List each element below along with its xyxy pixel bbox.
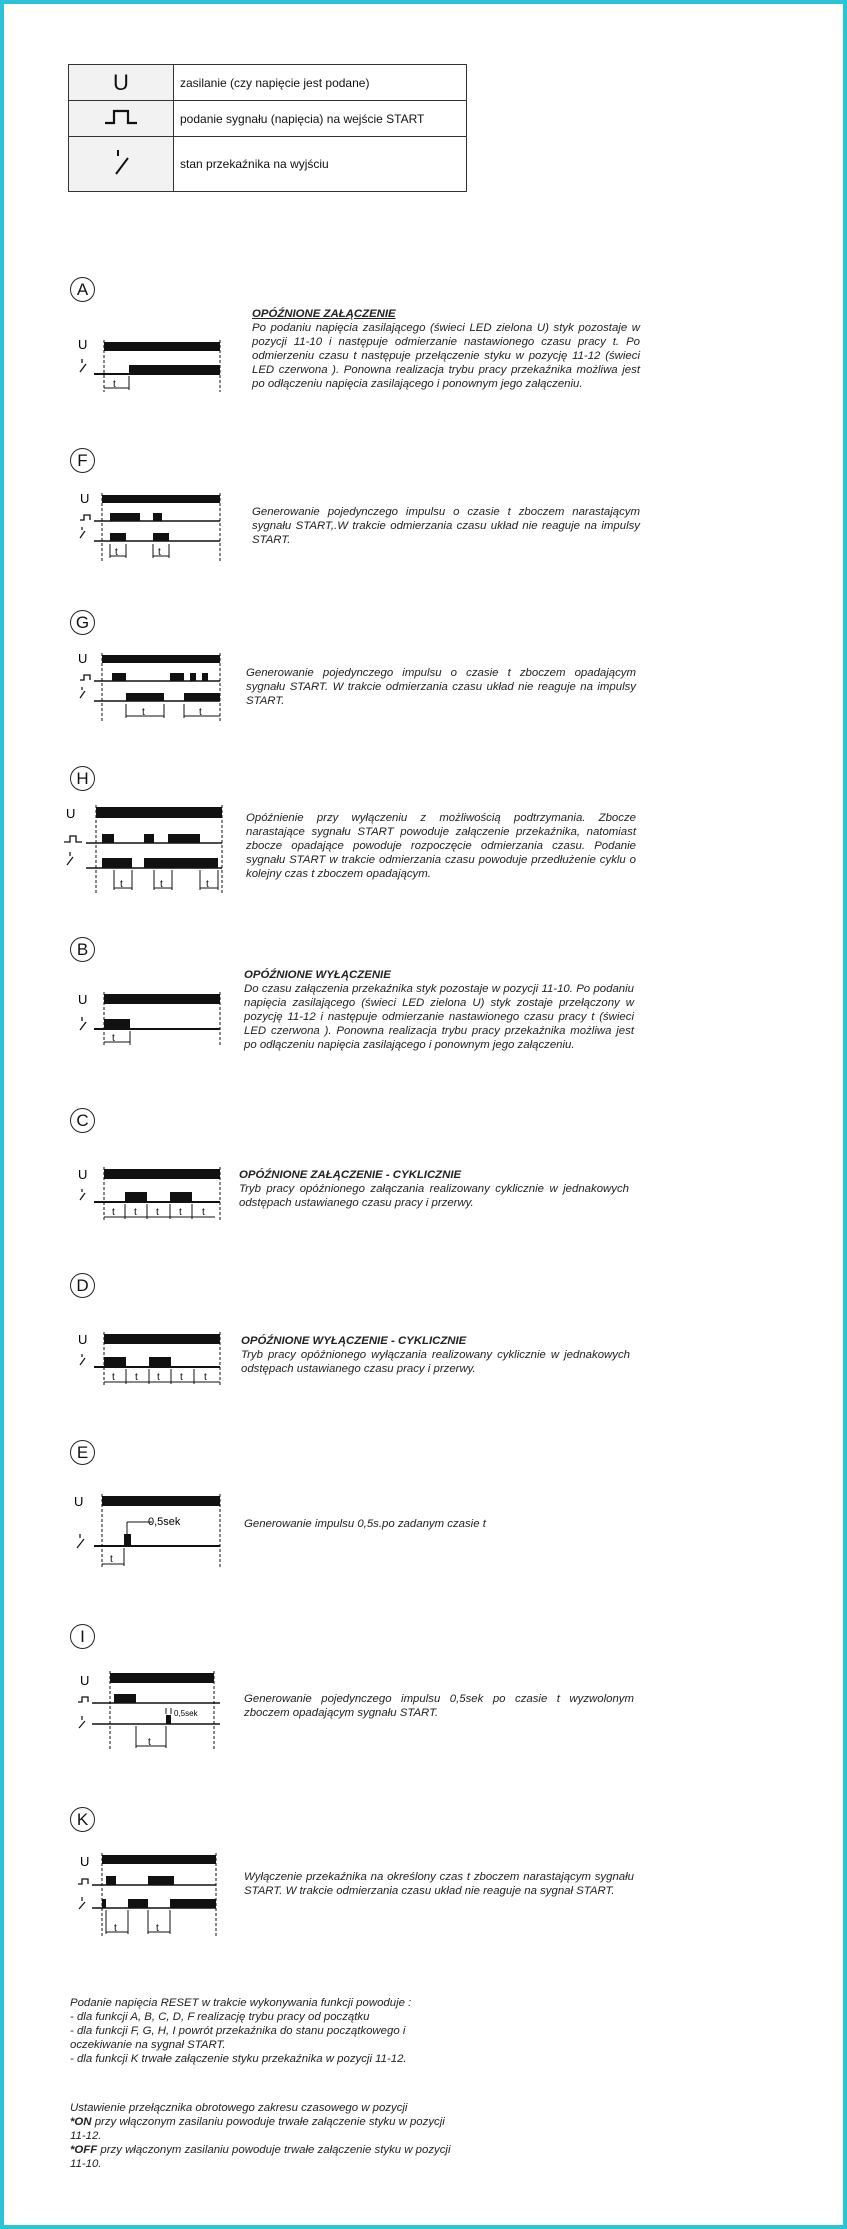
- section-h-letter: H: [70, 766, 95, 791]
- t-label: t: [156, 1923, 159, 1934]
- u-signal: [104, 342, 220, 351]
- t-label: t: [115, 547, 118, 558]
- timing-diagram-e: [72, 1490, 232, 1570]
- t-label: t: [120, 879, 123, 890]
- pulse-label: 0,5sek: [148, 1516, 181, 1528]
- relay-on: [153, 533, 169, 541]
- u-label: U: [80, 491, 90, 506]
- u-label: U: [78, 651, 88, 666]
- timing-diagram-i: [72, 1668, 232, 1753]
- pulse-signal-icon: [80, 675, 90, 680]
- relay-contact-icon: [80, 1189, 85, 1200]
- relay-on: [184, 693, 220, 701]
- u-signal: [102, 655, 220, 663]
- section-g-letter: G: [70, 610, 95, 635]
- power-u-icon: U: [69, 65, 174, 101]
- switch-note: [70, 2101, 462, 2171]
- on-label: *ON: [70, 2116, 92, 2128]
- start-pulse: [106, 1876, 116, 1885]
- section-b-title: OPÓŹNIONE WYŁĄCZENIE: [244, 969, 391, 981]
- legend-text: zasilanie (czy napięcie jest podane): [174, 65, 467, 101]
- section-k-letter: K: [70, 1807, 95, 1832]
- t-label: t: [113, 379, 116, 390]
- start-pulse: [202, 673, 208, 681]
- start-pulse: [114, 1694, 136, 1703]
- start-pulse: [153, 513, 162, 521]
- start-pulse: [148, 1876, 174, 1885]
- t-label: t: [142, 707, 145, 718]
- section-g-description: Generowanie pojedynczego impulsu o czasie t zboczem opadającym sygnału START. W trakcie odmierzania czasu układ nie reaguje na impulsy START.: [246, 667, 636, 707]
- legend-text: stan przekaźnika na wyjściu: [174, 137, 467, 192]
- t-label: t: [148, 1737, 151, 1748]
- off-label: *OFF: [70, 2144, 98, 2156]
- relay-contact-icon: [67, 852, 73, 865]
- pulse-signal-icon: [64, 836, 82, 842]
- relay-contact-icon: [80, 1017, 86, 1030]
- section-i-description: Generowanie pojedynczego impulsu 0,5sek po czasie t wyzwolonym zboczem opadającym sygnału START.: [244, 1693, 634, 1719]
- t-label: t: [156, 1207, 159, 1218]
- timing-diagram-b: [72, 987, 222, 1052]
- relay-on: [144, 858, 172, 868]
- pulse-signal-icon: [80, 515, 90, 520]
- relay-on: [149, 1357, 171, 1367]
- t-label: t: [112, 1207, 115, 1218]
- pulse-signal-icon: [78, 1697, 88, 1702]
- t-label: t: [202, 1207, 205, 1218]
- section-k-description: Wyłączenie przekaźnika na określony czas t zboczem narastającym sygnału START. W trakcie odmierzania czasu układ nie reaguje na sygnał START.: [244, 1871, 634, 1897]
- section-c-letter: C: [70, 1108, 95, 1133]
- u-label: U: [66, 806, 76, 821]
- relay-on: [110, 533, 126, 541]
- start-pulse: [102, 834, 114, 843]
- t-label: t: [179, 1207, 182, 1218]
- t-label: t: [199, 707, 202, 718]
- u-label: U: [74, 1494, 84, 1509]
- section-a-description: [252, 307, 640, 391]
- section-h-description: Opóźnienie przy wyłączeniu z możliwością podtrzymania. Zbocze narastające sygnału START powoduje załączenie przekaźnika, natomiast zbocze opadające powoduje rozpoczęcie odmierzania czasu. Podanie sygnału START w trakcie odmierzania czasu powoduje przedłużenie cyklu o kolejny czas t zboczem opadającym.: [246, 812, 636, 880]
- section-d-title: OPÓŹNIONE WYŁĄCZENIE - CYKLICZNIE: [241, 1335, 467, 1347]
- relay-contact-icon: [69, 137, 174, 192]
- timing-diagram-a: [72, 332, 222, 397]
- section-a-letter: A: [70, 277, 95, 302]
- timing-diagram-k: [72, 1850, 232, 1940]
- t-label: t: [160, 879, 163, 890]
- section-a-text: Po podaniu napięcia zasilającego (świeci LED zielona U) styk pozostaje w pozycji 11-10 i następuje odmierzanie nastawionego czasu pracy t. Po odmierzeniu czasu t następuje przełączenie styku w pozycję 11-12 (świeci LED czerwona ). Ponowna realizacja trybu pracy przekaźnika możliwa jest po odłączeniu napięcia zasilającego i ponownym jego załączeniu.: [252, 322, 640, 390]
- t-label: t: [157, 1372, 160, 1383]
- start-pulse: [168, 834, 200, 843]
- u-label: U: [80, 1673, 90, 1688]
- start-pulse: [190, 673, 196, 681]
- relay-on: [128, 1899, 148, 1908]
- section-c-description: [239, 1168, 629, 1210]
- legend-text: podanie sygnału (napięcia) na wejście START: [174, 101, 467, 137]
- start-pulse: [112, 673, 126, 681]
- u-label: U: [78, 1332, 88, 1347]
- timing-diagram-c: [72, 1162, 222, 1224]
- relay-on: [124, 1534, 131, 1546]
- section-c-text: Tryb pracy opóźnionego załączania realizowany cyklicznie w jednakowych odstępach ustawianego czasu pracy i przerwy.: [239, 1183, 629, 1209]
- relay-contact-icon: [79, 1716, 85, 1728]
- relay-on: [104, 1357, 126, 1367]
- timing-diagram-f: [72, 490, 222, 565]
- relay-on: [168, 858, 218, 868]
- u-label: U: [78, 992, 88, 1007]
- u-signal: [102, 495, 220, 503]
- t-label: t: [206, 879, 209, 890]
- section-i-letter: I: [70, 1624, 95, 1649]
- u-signal: [102, 1855, 216, 1864]
- section-d-text: Tryb pracy opóźnionego wyłączania realizowany cyklicznie w jednakowych odstępach ustawianego czasu pracy i przerwy.: [241, 1349, 630, 1375]
- u-label: U: [78, 337, 88, 352]
- section-b-text: Do czasu załączenia przekaźnika styk pozostaje w pozycji 11-10. Po podaniu napięcia zasilającego (świeci LED zielona U) styk zostaje przełączony w pozycję 11-12 i następuje odmierzanie nastawionego czasu pracy t (świeci LED czerwona ). Ponowna realizacja trybu pracy przekaźnika możliwa jest po odłączeniu napięcia zasilającego i ponownym jego załączeniu.: [244, 983, 634, 1051]
- section-e-description: Generowanie impulsu 0,5s.po zadanym czasie t: [244, 1518, 486, 1530]
- t-label: t: [135, 1372, 138, 1383]
- section-e-letter: E: [70, 1440, 95, 1465]
- u-signal: [104, 1169, 220, 1179]
- u-signal: [104, 1334, 220, 1344]
- relay-on: [170, 1192, 192, 1202]
- start-pulse: [144, 834, 154, 843]
- t-label: t: [114, 1923, 117, 1934]
- t-label: t: [110, 1554, 113, 1565]
- section-b-description: [244, 968, 634, 1052]
- relay-on: [104, 1019, 130, 1029]
- relay-on: [102, 1899, 106, 1908]
- t-label: t: [134, 1207, 137, 1218]
- timing-diagram-h: [62, 802, 227, 897]
- section-a-title: OPÓŹNIONE ZAŁĄCZENIE: [252, 308, 396, 320]
- pulse-label: 0,5sek: [174, 1709, 198, 1718]
- relay-contact-icon: [79, 1897, 85, 1909]
- section-d-letter: D: [70, 1273, 95, 1298]
- legend-table: [68, 64, 467, 192]
- pulse-signal-icon: [69, 101, 174, 137]
- relay-on: [129, 365, 220, 374]
- relay-contact-icon: [80, 1354, 85, 1365]
- relay-on: [166, 1715, 171, 1724]
- u-signal: [104, 994, 220, 1004]
- relay-contact-icon: [80, 527, 85, 538]
- off-text: przy włączonym zasilaniu powoduje trwałe załączenie styku w pozycji 11-10.: [70, 2144, 451, 2170]
- relay-on: [102, 858, 132, 868]
- u-signal: [102, 1496, 220, 1506]
- pulse-signal-icon: [78, 1879, 88, 1884]
- relay-on: [125, 1192, 147, 1202]
- section-f-letter: F: [70, 448, 95, 473]
- relay-on: [170, 1899, 216, 1908]
- u-label: U: [78, 1167, 88, 1182]
- t-label: t: [158, 547, 161, 558]
- t-label: t: [112, 1372, 115, 1383]
- on-text: przy włączonym zasilaniu powoduje trwałe załączenie styku w pozycji 11-12.: [70, 2116, 445, 2142]
- t-label: t: [112, 1033, 115, 1044]
- u-signal: [110, 1673, 214, 1683]
- relay-contact-icon: [80, 687, 85, 698]
- timing-diagram-d: [72, 1327, 222, 1389]
- timing-diagram-g: [72, 650, 222, 725]
- start-pulse: [170, 673, 184, 681]
- relay-contact-icon: [77, 1534, 84, 1548]
- section-c-title: OPÓŹNIONE ZAŁĄCZENIE - CYKLICZNIE: [239, 1169, 462, 1181]
- legend-row: [69, 65, 467, 101]
- relay-contact-icon: [80, 359, 86, 372]
- legend-row: [69, 101, 467, 137]
- start-pulse: [110, 513, 140, 521]
- u-signal: [96, 807, 222, 818]
- t-label: t: [204, 1372, 207, 1383]
- u-label: U: [80, 1854, 90, 1869]
- section-f-description: Generowanie pojedynczego impulsu o czasie t zboczem narastającym sygnału START,.W trakcie odmierzania czasu układ nie reaguje na impulsy START.: [252, 506, 640, 546]
- relay-on: [126, 693, 164, 701]
- legend-row: [69, 137, 467, 192]
- t-label: t: [180, 1372, 183, 1383]
- switch-intro: Ustawienie przełącznika obrotowego zakresu czasowego w pozycji: [70, 2102, 408, 2114]
- section-b-letter: B: [70, 937, 95, 962]
- section-d-description: [241, 1334, 630, 1376]
- reset-note: Podanie napięcia RESET w trakcie wykonywania funkcji powoduje : - dla funkcji A, B, C, D, F realizację trybu pracy od początku - dla funkcji F, G, H, I powrót przekaźnika do stanu początkowego i oczekiwanie na sygnał START. - dla funkcji K trwałe załączenie styku przekaźnika w pozycji 11-12.: [70, 1997, 412, 2065]
